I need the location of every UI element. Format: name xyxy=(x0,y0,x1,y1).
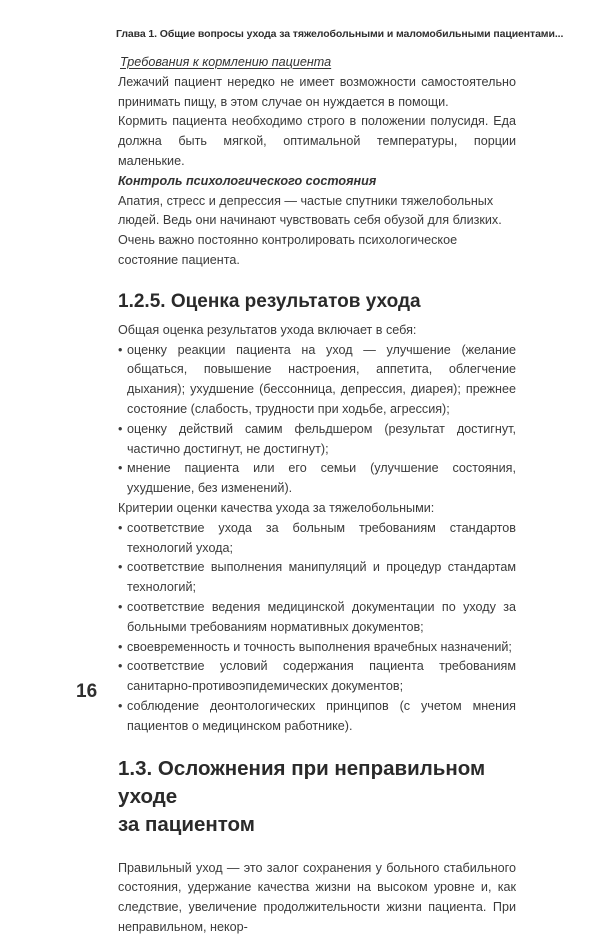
criteria-list xyxy=(118,519,516,737)
section-1-2-5-title: 1.2.5. Оценка результатов ухода xyxy=(118,290,421,312)
results-list xyxy=(118,341,516,499)
section-1-3-title-line1: 1.3. Осложнения при неправильном уходе xyxy=(118,756,486,808)
section-1-3-paragraph: Правильный уход — это залог сохранения у больного стабильного состояния, удержание качества жизни на высоком уровне и, как следствие, увеличение продолжительности жизни пациента. При неправильном, некор- xyxy=(118,860,516,934)
feeding-paragraph-1: Лежачий пациент нередко не имеет возможности самостоятельно принимать пищу, в этом случае он нуждается в помощи. xyxy=(118,74,516,109)
psych-heading: Контроль психологического состояния xyxy=(118,173,377,188)
page-number: 16 xyxy=(76,681,98,702)
feeding-heading: Требования к кормлению пациента xyxy=(120,55,332,69)
list-item: • соответствие выполнения манипуляций и процедур стандартам технологий; xyxy=(118,560,516,595)
psych-paragraph: Апатия, стресс и депрессия — частые спутники тяжелобольных людей. Ведь они начинают чувствовать себя обузой для близких. Очень важно постоянно контролировать психологическое состояние пациента. xyxy=(118,193,502,267)
list-item: • соответствие ухода за больным требованиям стандартов технологий ухода; xyxy=(118,520,516,555)
list-item: • соответствие условий содержания пациента требованиям санитарно-противоэпидемических документов; xyxy=(118,659,516,694)
section-1-3-title xyxy=(118,755,516,839)
section-1-3-title-line2: за пациентом xyxy=(118,812,255,836)
list-item: • своевременность и точность выполнения врачебных назначений; xyxy=(118,639,512,654)
list-item: • соответствие ведения медицинской документации по уходу за больными требованиям нормативных документов; xyxy=(118,599,516,634)
list-item: • оценку действий самим фельдшером (результат достигнут, частично достигнут, не достигнут); xyxy=(118,421,516,456)
list-item: • мнение пациента или его семьи (улучшение состояния, ухудшение, без изменений). xyxy=(118,461,516,496)
list-item: • оценку реакции пациента на уход — улучшение (желание общаться, повышение настроения, аппетита, облегчение дыхания); ухудшение (бессонница, депрессия, диарея); прежнее состояние (слабость, трудности при ходьбе, агрессия); xyxy=(118,342,516,416)
criteria-intro: Критерии оценки качества ухода за тяжелобольными: xyxy=(118,500,435,515)
running-header: Глава 1. Общие вопросы ухода за тяжелобольными и маломобильными пациентами... xyxy=(116,28,564,40)
feeding-paragraph-2: Кормить пациента необходимо строго в положении полусидя. Еда должна быть мягкой, оптимальной температуры, порции маленькие. xyxy=(118,114,516,168)
section-1-2-5-intro: Общая оценка результатов ухода включает в себя: xyxy=(118,322,417,337)
page-content xyxy=(118,53,516,938)
list-item: • соблюдение деонтологических принципов (с учетом мнения пациентов о медицинском работнике). xyxy=(118,698,516,733)
